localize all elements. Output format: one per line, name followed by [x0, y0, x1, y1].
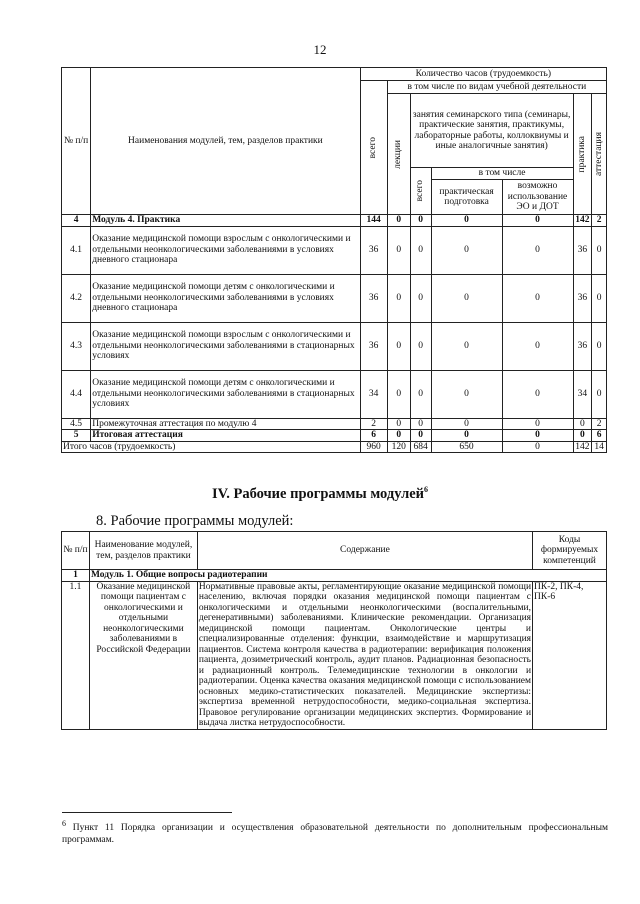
- cell-prep: 0: [431, 215, 502, 227]
- t2-header-content: Содержание: [197, 532, 532, 570]
- cell-prep: 0: [431, 418, 502, 430]
- topic-num: 1.1: [62, 581, 90, 729]
- t2-header-codes: Коды формируемых компетенций: [533, 532, 607, 570]
- cell-total: 36: [360, 226, 387, 274]
- cell-total: 34: [360, 370, 387, 418]
- section-title: IV. Рабочие программы модулей$^6$: [211, 485, 429, 502]
- cell-eo: 0: [502, 215, 573, 227]
- total-prac: 142: [573, 441, 592, 453]
- cell-lec: 0: [387, 418, 410, 430]
- cell-num: 4: [62, 215, 91, 227]
- cell-eo: 0: [502, 226, 573, 274]
- cell-prac: 142: [573, 215, 592, 227]
- total-total: 960: [360, 441, 387, 453]
- cell-name: Оказание медицинской помощи взрослым с онкологическими и отдельными неонкологическими заболеваниями в стационарных условиях: [91, 322, 360, 370]
- total-lec: 120: [387, 441, 410, 453]
- col-header-seminar: занятия семинарского типа (семинары, практические занятия, практикумы, лабораторные работы, коллоквиумы и иные аналогичные занятия): [410, 94, 573, 168]
- cell-name: Модуль 4. Практика: [91, 215, 360, 227]
- cell-eo: 0: [502, 274, 573, 322]
- table-row: [62, 226, 607, 274]
- col-header-eo-dot: возможно использование ЭО и ДОТ: [502, 180, 573, 215]
- cell-prac: 0: [573, 430, 592, 442]
- table-row: [62, 370, 607, 418]
- cell-sem: 0: [410, 418, 431, 430]
- total-prep: 650: [431, 441, 502, 453]
- cell-sem: 0: [410, 322, 431, 370]
- col-header-prac-prep: практическая подготовка: [431, 180, 502, 215]
- cell-sem: 0: [410, 274, 431, 322]
- col-header-sem-total: всего: [410, 168, 431, 215]
- cell-prac: 34: [573, 370, 592, 418]
- t2-header-name: Наименование модулей, тем, разделов практики: [89, 532, 197, 570]
- cell-sem: 0: [410, 430, 431, 442]
- topic-content: Нормативные правовые акты, регламентирующие оказание медицинской помощи населению, включая порядки оказания медицинской помощи пациентам с онкологическими и отдельными неонкологическими (воспалительными, дегенеративными) заболеваниями. Клинические рекомендации. Организация медицинской помощи пациентам. Онкологические центры и специализированные отделения: функции, взаимодействие и маршрутизация пациентов. Система контроля качества в радиотерапии: верификация положения пациента, дозиметрический контроль, аудит планов. Радиационная безопасность и радиационный контроль. Телемедицинские технологии в онкологии и радиотерапии. Оценка качества оказания медицинской помощи с использованием основных медико-статистических показателей. Медицинские экспертизы: экспертиза временной нетрудоспособности, медико-социальная экспертиза. Правовое регулирование организации медицинских экспертиз. Формирование и выдача листка нетрудоспособности.: [198, 581, 532, 728]
- total-att: 14: [592, 441, 607, 453]
- cell-att: 2: [592, 418, 607, 430]
- cell-eo: 0: [502, 430, 573, 442]
- total-label: Итого часов (трудоемкость): [62, 441, 361, 453]
- cell-prep: 0: [431, 370, 502, 418]
- cell-name: Оказание медицинской помощи детям с онкологическими и отдельными неонкологическими заболеваниями в условиях дневного стационара: [91, 274, 360, 322]
- cell-total: 36: [360, 322, 387, 370]
- cell-num: 4.2: [62, 274, 91, 322]
- cell-lec: 0: [387, 274, 410, 322]
- hours-table: [61, 67, 607, 453]
- topic-name: Оказание медицинской помощи пациентам с онкологическими и отдельными неонкологическими заболеваниями в Российской Федерации: [89, 581, 197, 729]
- cell-num: 4.3: [62, 322, 91, 370]
- cell-att: 6: [592, 430, 607, 442]
- cell-num: 5: [62, 430, 91, 442]
- col-header-name: Наименования модулей, тем, разделов практики: [91, 68, 360, 215]
- cell-total: 2: [360, 418, 387, 430]
- cell-att: 0: [592, 370, 607, 418]
- table-row: [62, 215, 607, 227]
- cell-total: 144: [360, 215, 387, 227]
- cell-num: 4.5: [62, 418, 91, 430]
- page-number: 12: [313, 42, 327, 57]
- cell-lec: 0: [387, 215, 410, 227]
- cell-att: 0: [592, 274, 607, 322]
- cell-att: 0: [592, 226, 607, 274]
- col-header-total: всего: [360, 81, 387, 215]
- col-header-incl-types: в том числе по видам учебной деятельности: [387, 81, 606, 94]
- cell-name: Оказание медицинской помощи детям с онкологическими и отдельными неонкологическими заболеваниями в стационарных условиях: [91, 370, 360, 418]
- cell-name: Промежуточная аттестация по модулю 4: [91, 418, 360, 430]
- table-row: [62, 430, 607, 442]
- module-row-title: Модуль 1. Общие вопросы радиотерапии: [89, 570, 606, 582]
- t2-header-num: № п/п: [62, 532, 90, 570]
- cell-num: 4.1: [62, 226, 91, 274]
- total-eo: 0: [502, 441, 573, 453]
- cell-prep: 0: [431, 430, 502, 442]
- cell-total: 36: [360, 274, 387, 322]
- table-row: [62, 418, 607, 430]
- cell-name: Итоговая аттестация: [91, 430, 360, 442]
- cell-prac: 0: [573, 418, 592, 430]
- cell-total: 6: [360, 430, 387, 442]
- cell-lec: 0: [387, 430, 410, 442]
- total-sem: 684: [410, 441, 431, 453]
- footnote-divider: [62, 812, 232, 813]
- cell-lec: 0: [387, 370, 410, 418]
- footnote: $^6$ Пункт 11 Порядка организации и осуществления образовательной деятельности по дополнительным профессиональным программам.: [62, 819, 608, 846]
- cell-eo: 0: [502, 370, 573, 418]
- cell-att: 2: [592, 215, 607, 227]
- table-row: [62, 274, 607, 322]
- cell-lec: 0: [387, 226, 410, 274]
- cell-eo: 0: [502, 418, 573, 430]
- cell-prac: 36: [573, 226, 592, 274]
- cell-sem: 0: [410, 226, 431, 274]
- col-header-hours: Количество часов (трудоемкость): [360, 68, 606, 81]
- cell-prac: 36: [573, 274, 592, 322]
- subsection-title: 8. Рабочие программы модулей:: [96, 513, 294, 529]
- module-programs-table: [61, 531, 607, 730]
- cell-name: Оказание медицинской помощи взрослым с онкологическими и отдельными неонкологическими заболеваниями в условиях дневного стационара: [91, 226, 360, 274]
- col-header-sem-incl: в том числе: [431, 168, 573, 180]
- col-header-attest: аттестация: [592, 94, 607, 215]
- col-header-lectures: лекции: [387, 94, 410, 215]
- cell-prep: 0: [431, 226, 502, 274]
- cell-prep: 0: [431, 274, 502, 322]
- cell-lec: 0: [387, 322, 410, 370]
- cell-eo: 0: [502, 322, 573, 370]
- module-row-num: 1: [62, 570, 90, 582]
- total-row: [62, 441, 607, 453]
- col-header-practice: практика: [573, 94, 592, 215]
- cell-prac: 36: [573, 322, 592, 370]
- col-header-num: № п/п: [62, 68, 91, 215]
- cell-prep: 0: [431, 322, 502, 370]
- cell-att: 0: [592, 322, 607, 370]
- cell-sem: 0: [410, 215, 431, 227]
- cell-num: 4.4: [62, 370, 91, 418]
- cell-sem: 0: [410, 370, 431, 418]
- table-row: [62, 322, 607, 370]
- topic-codes: ПК-2, ПК-4, ПК-6: [533, 581, 607, 729]
